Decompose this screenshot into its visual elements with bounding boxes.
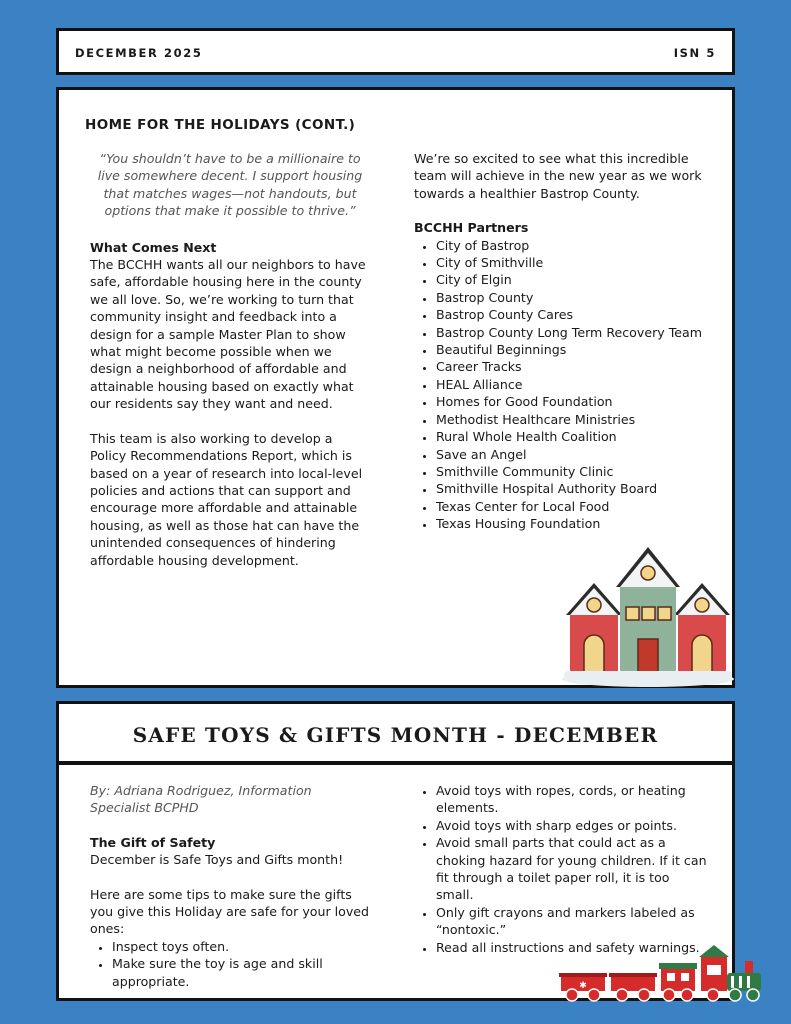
partner-item: • Rural Whole Health Coalition xyxy=(436,428,704,445)
paragraph-tips-intro: Here are some tips to make sure the gifts you give this Holiday are safe for your loved ones: xyxy=(90,886,370,937)
paragraph-excited: We’re so excited to see what this incredible team will achieve in the new year as we work towards a healthier Bastrop County. xyxy=(414,151,702,201)
partner-item: • Career Tracks xyxy=(436,358,704,375)
partner-item: • Smithville Community Clinic xyxy=(436,463,704,480)
partner-item: • Bastrop County Long Term Recovery Team xyxy=(436,324,704,341)
tip-item: • Avoid small parts that could act as a choking hazard for young children. If it can fit through a toilet paper roll, it is too small. xyxy=(436,834,709,904)
tip-item: • Make sure the toy is age and skill appropriate. xyxy=(112,955,370,990)
tip-item: • Avoid toys with ropes, cords, or heating elements. xyxy=(436,782,709,817)
article-safe-toys xyxy=(56,763,735,1001)
partner-item: • Texas Center for Local Food xyxy=(436,498,704,515)
issue-date: DECEMBER 2025 xyxy=(75,46,203,60)
pull-quote: “You shouldn’t have to be a millionaire to live somewhere decent. I support housing that matches wages—not handouts, but options that make it possible to thrive.” xyxy=(97,151,363,219)
byline: By: Adriana Rodriguez, Information Specialist BCPHD xyxy=(90,783,312,816)
left-column xyxy=(90,150,370,569)
tip-item: • Only gift crayons and markers labeled as “nontoxic.” xyxy=(436,904,709,939)
tip-item: • Inspect toys often. xyxy=(112,938,370,955)
partner-item: • City of Bastrop xyxy=(436,237,704,254)
partner-item: • City of Elgin xyxy=(436,271,704,288)
partner-item: • HEAL Alliance xyxy=(436,376,704,393)
partner-item: • Beautiful Beginnings xyxy=(436,341,704,358)
header-bar xyxy=(56,28,735,75)
subheading-what-comes-next: What Comes Next xyxy=(90,239,217,255)
tip-item: • Avoid toys with sharp edges or points. xyxy=(436,817,709,834)
svg-text:✱: ✱ xyxy=(579,981,587,991)
partner-item: • City of Smithville xyxy=(436,254,704,271)
right-column xyxy=(414,782,709,956)
partner-item: • Save an Angel xyxy=(436,446,704,463)
partner-item: • Bastrop County xyxy=(436,289,704,306)
partner-item: • Methodist Healthcare Ministries xyxy=(436,411,704,428)
section-title-bar xyxy=(56,701,735,764)
partners-list xyxy=(414,237,704,533)
paragraph-what-comes-next: The BCCHH wants all our neighbors to have safe, affordable housing here in the county we all love. So, we’re working to turn that community insight and feedback into a design for a sample Master Plan to show what might become possible when we design a neighborhood of affordable and attainable housing based on exactly what our residents say they want and need. xyxy=(90,257,366,412)
toy-train-illustration xyxy=(559,943,763,1003)
tips-list-right xyxy=(414,782,709,956)
left-column xyxy=(90,782,370,990)
subheading-partners: BCCHH Partners xyxy=(414,220,529,236)
partner-item: • Homes for Good Foundation xyxy=(436,393,704,410)
partner-item: • Smithville Hospital Authority Board xyxy=(436,480,704,497)
section-heading: HOME FOR THE HOLIDAYS (CONT.) xyxy=(85,117,356,133)
tip-item: • Read all instructions and safety warnings. xyxy=(436,939,709,956)
tips-list-left xyxy=(90,938,370,990)
right-column xyxy=(414,150,704,533)
paragraph-safe-toys-month: December is Safe Toys and Gifts month! xyxy=(90,852,344,868)
issue-number: ISN 5 xyxy=(673,46,716,60)
partner-item: • Texas Housing Foundation xyxy=(436,515,704,532)
paragraph-policy-report: This team is also working to develop a Policy Recommendations Report, which is based on a year of research into local-level policies and actions that can support and encourage more affordable and attainable housing, as well as those hat can have the unintended consequences of hindering affordable housing development. xyxy=(90,430,363,568)
subheading-gift-of-safety: The Gift of Safety xyxy=(90,834,216,850)
section-title: SAFE TOYS & GIFTS MONTH - DECEMBER xyxy=(132,723,659,747)
article-home-for-holidays xyxy=(56,87,735,688)
holiday-houses-illustration xyxy=(562,545,734,688)
partner-item: • Bastrop County Cares xyxy=(436,306,704,323)
